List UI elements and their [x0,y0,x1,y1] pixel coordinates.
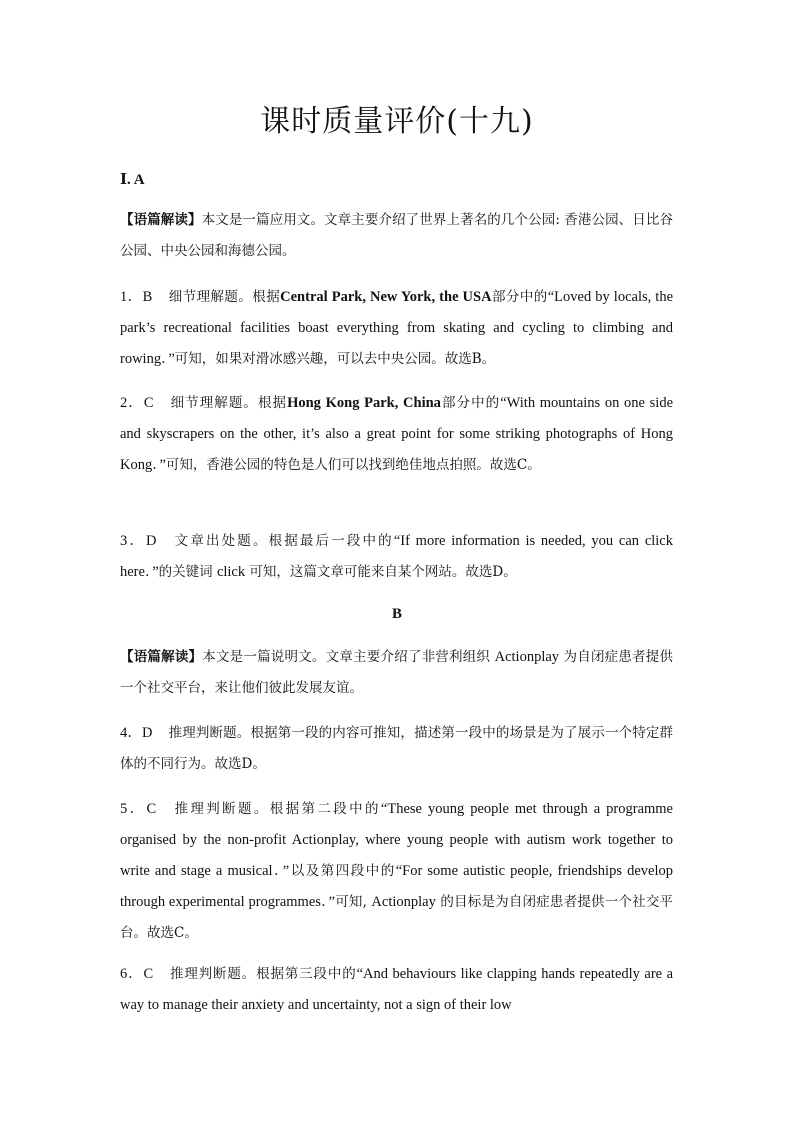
q5-rest: 的目标是为自闭症患者提供一个社交平台。故选C。 [120,894,674,941]
a-analysis-paragraph [120,205,673,267]
b-analysis-paragraph [120,642,673,704]
section-a-heading: Ⅰ. A [120,172,145,188]
a-analysis-text: 本文是一篇应用文。文章主要介绍了世界上著名的几个公园: 香港公园、日比谷公园、中央公园和海德公园。 [120,212,673,259]
q2-keyword: Hong Kong Park, China [287,395,441,411]
question-3-answer [120,526,673,588]
question-4-answer [120,718,673,780]
q3-quote: “If more information is needed, you can click here．” [120,533,673,580]
q5-type: 推理判断题。根据第二段中的 [172,801,381,817]
b-analysis-post: 为自闭症患者提供一个社交平台，来让他们彼此发展友谊。 [120,649,673,696]
q5-rest-pre: 可知, [335,894,367,910]
q5-rest-en: Actionplay [371,894,436,910]
q1-quote: “Loved by locals, the park’s recreational facilities boast everything from skating and cycling to climbing and rowing．” [120,289,674,367]
q2-quote: “With mountains on one side and skyscrapers on the other, it’s also a great point for some striking photographs of Hong Kong．” [120,395,674,473]
q1-keyword: Central Park, New York, the USA [280,289,492,305]
analysis-label-b: 【语篇解读】 [120,649,203,665]
q4-number: 4．D [120,725,153,741]
q2-mid: 部分中的 [440,395,501,411]
q1-type: 细节理解题。根据 [168,289,281,305]
q6-number: 6．C [120,966,154,982]
q3-type: 文章出处题。根据最后一段中的 [172,533,394,549]
q6-type: 推理判断题。根据第三段中的 [169,966,357,982]
q5-quote-1: “These young people met through a programme organised by the non-profit Actionplay, where young people with autism work together to write and stage a musical．” [120,801,673,879]
b-analysis-en: Actionplay [494,649,560,665]
q1-number: 1．B [120,289,153,305]
q3-rest: 可知，这篇文章可能来自某个网站。故选D。 [249,564,517,580]
q3-keyword: click [216,564,246,580]
q5-number: 5．C [120,801,157,817]
q1-rest: 可知，如果对滑冰感兴趣，可以去中央公园。故选B。 [174,351,496,367]
q2-rest: 可知，香港公园的特色是人们可以找到绝佳地点拍照。故选C。 [165,457,541,473]
q2-type: 细节理解题。根据 [169,395,288,411]
section-b-heading: B [391,606,402,622]
q3-number: 3．D [120,533,157,549]
q4-type: 推理判断题。根据第一段的内容可推知，描述第一段中的场景是为了展示一个特定群体的不同行为。故选D。 [120,725,673,772]
q2-number: 2．C [120,395,154,411]
analysis-label: 【语篇解读】 [120,212,202,228]
q6-quote: “And behaviours like clapping hands repeatedly are a way to manage their anxiety and uncertainty, not a sign of their low [120,966,674,1013]
question-1-answer [120,282,673,375]
q5-mid: 以及第四段中的 [289,863,396,879]
page-title: 课时质量评价(十九) [260,104,534,139]
question-6-answer [120,959,673,1021]
q3-mid: 的关键词 [158,564,213,580]
question-2-answer [120,388,673,481]
q1-mid: 部分中的 [491,289,548,305]
question-5-answer [120,794,673,949]
b-analysis-pre: 本文是一篇说明文。文章主要介绍了非营利组织 [202,649,491,665]
q5-quote-2: “For some autistic people, friendships develop through experimental programmes．” [120,863,674,910]
